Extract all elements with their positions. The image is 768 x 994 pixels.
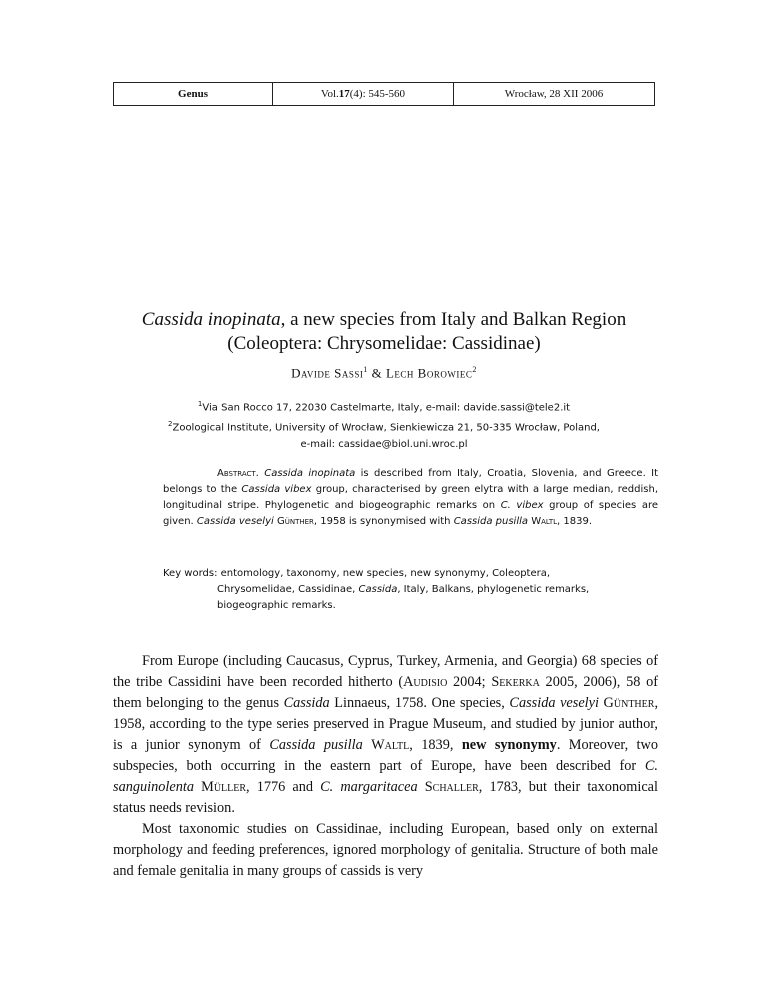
- abstract-text: group of species are given.: [163, 500, 658, 527]
- abstract-authority: Waltl: [531, 516, 558, 527]
- species-name: C. margaritacea: [320, 779, 418, 795]
- keywords-line-1: Key words: entomology, taxonomy, new species, new synonymy, Coleoptera,: [163, 568, 551, 579]
- text: , 1776 and: [246, 779, 321, 795]
- title-line-2: (Coleoptera: Chrysomelidae: Cassidinae): [227, 333, 541, 354]
- author-separator: &: [367, 365, 386, 381]
- volume-prefix: Vol.: [320, 88, 339, 100]
- paragraph-2: Most taxonomic studies on Cassidinae, including European, based only on external morphology and feeding preferences, ignored morphology of genitalia. Structure of both male and female genitalia in many groups of cassids is very: [113, 821, 658, 879]
- text: , 1783, but their taxonomical status needs revision.: [113, 779, 659, 816]
- volume-pages: (4): 545-560: [349, 88, 406, 100]
- author-1-affil-mark: 1: [363, 365, 368, 374]
- abstract-species: C. vibex: [500, 500, 544, 511]
- author-2-affil-mark: 2: [472, 365, 477, 374]
- taxon-authority: Waltl: [371, 737, 410, 753]
- keywords-text: Chrysomelidae, Cassidinae,: [217, 584, 359, 595]
- abstract-label: Abstract: [217, 468, 256, 479]
- title-species: Cassida inopinata: [141, 309, 281, 330]
- affiliations: [0, 396, 768, 453]
- new-synonymy-label: new synonymy: [461, 737, 557, 753]
- species-name: Cassida veselyi: [509, 695, 599, 711]
- title-line-1: [0, 308, 768, 332]
- affiliation-1-mark: 1: [197, 400, 203, 408]
- citation-author: Audisio: [403, 674, 448, 690]
- abstract-text: is described from Italy, Croatia, Slovenia, and Greece. It belongs to the: [163, 468, 658, 495]
- keywords: [163, 566, 658, 614]
- abstract-species: Cassida vibex: [241, 484, 312, 495]
- abstract-text: , 1839.: [557, 516, 593, 527]
- affiliation-1-text: Via San Rocco 17, 22030 Castelmarte, Italy, e-mail: davide.sassi@tele2.it: [202, 402, 571, 414]
- paragraph-1: [113, 651, 658, 819]
- affiliation-1: [0, 396, 768, 416]
- taxon-authority: Schaller: [424, 779, 479, 795]
- affiliation-2-text: Zoological Institute, University of Wrocław, Sienkiewicza 21, 50-335 Wrocław, Poland,: [172, 422, 600, 434]
- keywords-line-3: biogeographic remarks.: [217, 600, 336, 611]
- author-1: Davide Sassi: [291, 365, 364, 381]
- keywords-genus: Cassida: [358, 584, 398, 595]
- abstract-text: .: [255, 468, 265, 479]
- abstract-species: Cassida veselyi: [196, 516, 274, 527]
- body-text: [113, 651, 658, 882]
- genus-name: Cassida: [283, 695, 330, 711]
- title-line-1-rest: , a new species from Italy and Balkan Region: [280, 309, 627, 330]
- keywords-line-2: [163, 582, 658, 598]
- author-2: Lech Borowiec: [385, 365, 473, 381]
- volume-info: [273, 83, 454, 105]
- affiliation-2: [0, 416, 768, 436]
- journal-header-table: [113, 82, 655, 106]
- affiliation-2-mark: 2: [168, 420, 173, 429]
- citation-author: Sekerka: [491, 674, 540, 690]
- text: From Europe (including Caucasus, Cyprus, Turkey, Armenia, and Georgia) 68 species of the tribe Cassidini have been recorded hitherto (: [113, 653, 658, 690]
- taxon-authority: Günther: [603, 695, 655, 711]
- abstract: [163, 466, 658, 530]
- species-name: C. sanguinolenta: [113, 758, 658, 795]
- affiliation-2-email: e-mail: cassidae@biol.uni.wroc.pl: [300, 438, 468, 450]
- text: , 1958, according to the type series preserved in Prague Museum, and studied by junior author, is a junior synonym of: [113, 695, 659, 753]
- volume-number: 17: [338, 88, 350, 100]
- place-date: [454, 83, 654, 105]
- text: 2005, 2006), 58 of them belonging to the genus: [113, 674, 658, 711]
- text: . Moreover, two subspecies, both occurring in the eastern part of Europe, have been described for: [113, 737, 658, 774]
- abstract-species: Cassida inopinata: [264, 468, 356, 479]
- place-date-text: Wrocław, 28 XII 2006: [504, 88, 604, 100]
- abstract-authority: Günther: [276, 516, 314, 527]
- authors: [0, 365, 768, 381]
- abstract-text: group, characterised by green elytra with a large median, reddish, longitudinal stripe. Phylogenetic and biogeographic remarks on: [163, 484, 659, 511]
- species-name: Cassida pusilla: [269, 737, 363, 753]
- keywords-text: , Italy, Balkans, phylogenetic remarks,: [397, 584, 590, 595]
- text: , 1839,: [409, 737, 462, 753]
- taxon-authority: Müller: [201, 779, 247, 795]
- abstract-species: Cassida pusilla: [453, 516, 529, 527]
- journal-name-text: Genus: [178, 88, 208, 100]
- journal-name: [114, 83, 273, 105]
- abstract-text: , 1958 is synonymised with: [313, 516, 454, 527]
- text: 2004;: [447, 674, 492, 690]
- text: Linnaeus, 1758. One species,: [329, 695, 510, 711]
- article-title: [0, 308, 768, 356]
